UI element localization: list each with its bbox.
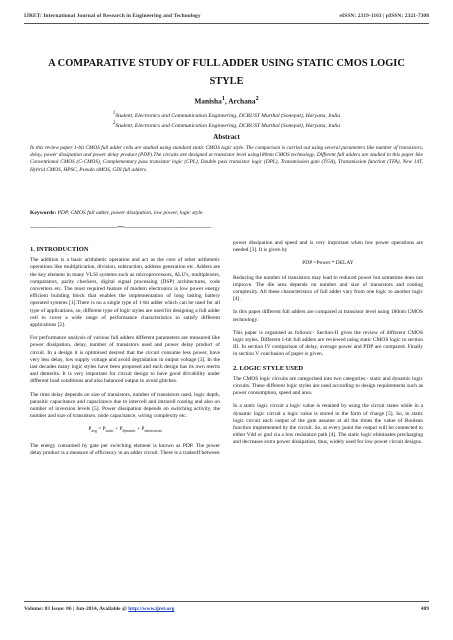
right-paragraph-6: In a static logic circuit a logic value is retained by using the circuit states while in a dynamic logic circuit a logic value is stored in the form of charge [5]. So, in static logic circuit each output of the gate assume at all the times the value of Boolean function implemented by the circuit. So, at every point the output will be connected to either Vdd or gnd via a low resistance path [4]. The static logic eliminates precharging and decreases extra power dissipation, thus, widely used for low power circuit designs.	[233, 403, 423, 446]
header-rule	[24, 23, 429, 24]
right-paragraph-5: The CMOS logic circuits are categorised into two categories:- static and dynamic logic circuits. These different logic styles are used according to design requirements such as power consumption, speed and area.	[233, 375, 423, 397]
abstract-heading: Abstract	[213, 133, 240, 141]
author-separator: ,	[224, 96, 229, 106]
formula-shortcircuit-sub: shortcircuit	[144, 429, 162, 434]
intro-paragraph-4: The energy consumed by gate per switching element is known as PDP. The power delay product is a measure of efficiency in an adder circuit. There is a tradeoff between	[30, 442, 220, 456]
pdp-formula: PDP =Power * DELAY	[302, 260, 354, 267]
left-column	[30, 246, 220, 463]
affiliation-2-sup: 2	[112, 121, 116, 127]
footer-volume	[24, 606, 174, 612]
author-1: Manisha	[194, 96, 222, 106]
page-number: 489	[420, 606, 429, 612]
formula-lhs-sub: avg	[91, 429, 97, 434]
power-formula	[30, 426, 220, 435]
affiliation-1-text: Student, Electronics and Communication Engineering, DCRUST Murthal (Sonepat), Haryana, India	[115, 112, 341, 119]
journal-link[interactable]: http://www.ijret.org	[128, 606, 175, 612]
affiliation-1	[0, 110, 453, 120]
issn-text: eISSN: 2319-1163 | pISSN: 2321-7308	[339, 13, 429, 19]
paper-title: A COMPARATIVE STUDY OF FULL ADDER USING STATIC CMOS LOGIC STYLE	[48, 58, 405, 87]
keywords-line	[30, 210, 423, 216]
right-paragraph-1: power dissipation and speed and is very important when low power operations are needed [3]. It is given by	[233, 240, 423, 254]
formula-eq: = P	[96, 426, 106, 433]
formula-dynamic-sub: dynamic	[122, 429, 136, 434]
right-paragraph-3: In this paper different full adders are compared at transistor level using 180nm CMOS technology.	[233, 309, 423, 323]
affiliation-2-text: Student, Electronics and Communication Engineering, DCRUST Murthal (Sonepat), Haryana, India	[115, 123, 341, 130]
right-paragraph-2: Reducing the number of transistors may lead to reduced power but sometime does not improve. The die area depends on number and size of transistors and routing complexity. All these characteristics of full adder vary from one logic to another logic [4].	[233, 274, 423, 303]
section-separator: ---------------------------------------------------------------------***---------------------------------------------------------------------	[30, 226, 211, 231]
author-1-sup: 1	[221, 96, 225, 102]
author-2: Archana	[228, 96, 256, 106]
running-footer	[24, 606, 429, 612]
right-paragraph-4: This paper is organised as follows:- Section-II gives the review of different CMOS logic styles. Different 1-bit full adders are reviewed using static CMOS logic in section III. In section IV comparison of delay, average power and PDP are compared. Finally in section V conclusion of paper is given.	[233, 329, 423, 358]
right-column	[233, 240, 423, 453]
intro-paragraph-1: The addition is a basic arithmetic operation and act as the core of other arithmetic operations like multiplication, division, subtraction, address generation etc. Adders are the key element in many VLSI systems such as microprocessors, ALU's, multiplexers, comparators, parity checkers, digital signal processing (DSP) architectures, code converters etc. The most required feature of modern electronics is low power energy efficient building block that enables the implementation of long lasting battery operated systems [1].There is no a single type of 1-bit adder which can be used for all type of applications, so, different type of logic styles are used for designing a full adder cell to cover a wide range of performance characteristics to satisfy different applications [2].	[30, 257, 221, 329]
keywords-label: Keywords:	[30, 210, 57, 216]
footer-volume-text: Volume: 03 Issue: 06 | Jun-2014, Available @	[24, 606, 129, 612]
author-2-sup: 2	[255, 96, 259, 102]
logic-style-heading: 2. LOGIC STYLE USED	[233, 364, 304, 372]
author-line	[0, 96, 453, 105]
formula-static-sub: static	[105, 429, 114, 434]
journal-name: IJRET: International Journal of Research in Engineering and Technology	[24, 13, 201, 19]
running-header	[24, 13, 429, 19]
affiliation-1-sup: 1	[112, 111, 116, 116]
introduction-heading: 1. INTRODUCTION	[30, 246, 89, 253]
formula-plus-2: + P	[135, 426, 145, 433]
affiliation-2	[0, 120, 453, 130]
formula-lhs: P	[88, 426, 92, 433]
intro-paragraph-2: For performance analysis of various full adders different parameters are measured like power dissipation, delay, number of transistors used and power delay product of circuit. In a design it is optimised desired that the circuit consume less power, have very less delay, low supply voltage and avoid degradation in output voltage [3]. In the last decades many logic styles have been proposed and each design has its own merits and demerits. It is very important for circuit design to have good drivability under different load conditions and also balanced output to avoid glitches.	[30, 335, 220, 385]
formula-plus-1: + P	[113, 426, 123, 433]
keywords-text: PDP, CMOS full adder, power dissipation, low power, logic style.	[56, 210, 204, 216]
abstract-text: In this review paper 1-bit CMOS full adder cells are studied using standard static CMOS logic style. The comparison is carried out using several parameters like number of transistors, delay, power dissipation and power delay product (PDP).The circuits are designed at transistor level using180nm CMOS technology. Different full adders are studied in this paper like Conventional CMOS (C-CMOS), Complementary pass transistor logic (CPL), Double pass transistor logic (DPL), Transmission gate (TGA), Transmission function (TFA), New 14T, Hybrid CMOS, HPSC, Pseudo nMOS, GDI full adders.	[30, 145, 423, 173]
affiliations	[0, 110, 453, 130]
intro-paragraph-3: The time delay depends on size of transistors, number of transistors used, logic depth, parasitic capacitance and capacitance due to intercell and intracell routing and also on number of inversion levels [5]. Power dissipation depends on switching activity, the number and size of transistors, node capacitance, wiring complexity etc.	[30, 391, 220, 420]
footer-rule	[24, 601, 429, 602]
